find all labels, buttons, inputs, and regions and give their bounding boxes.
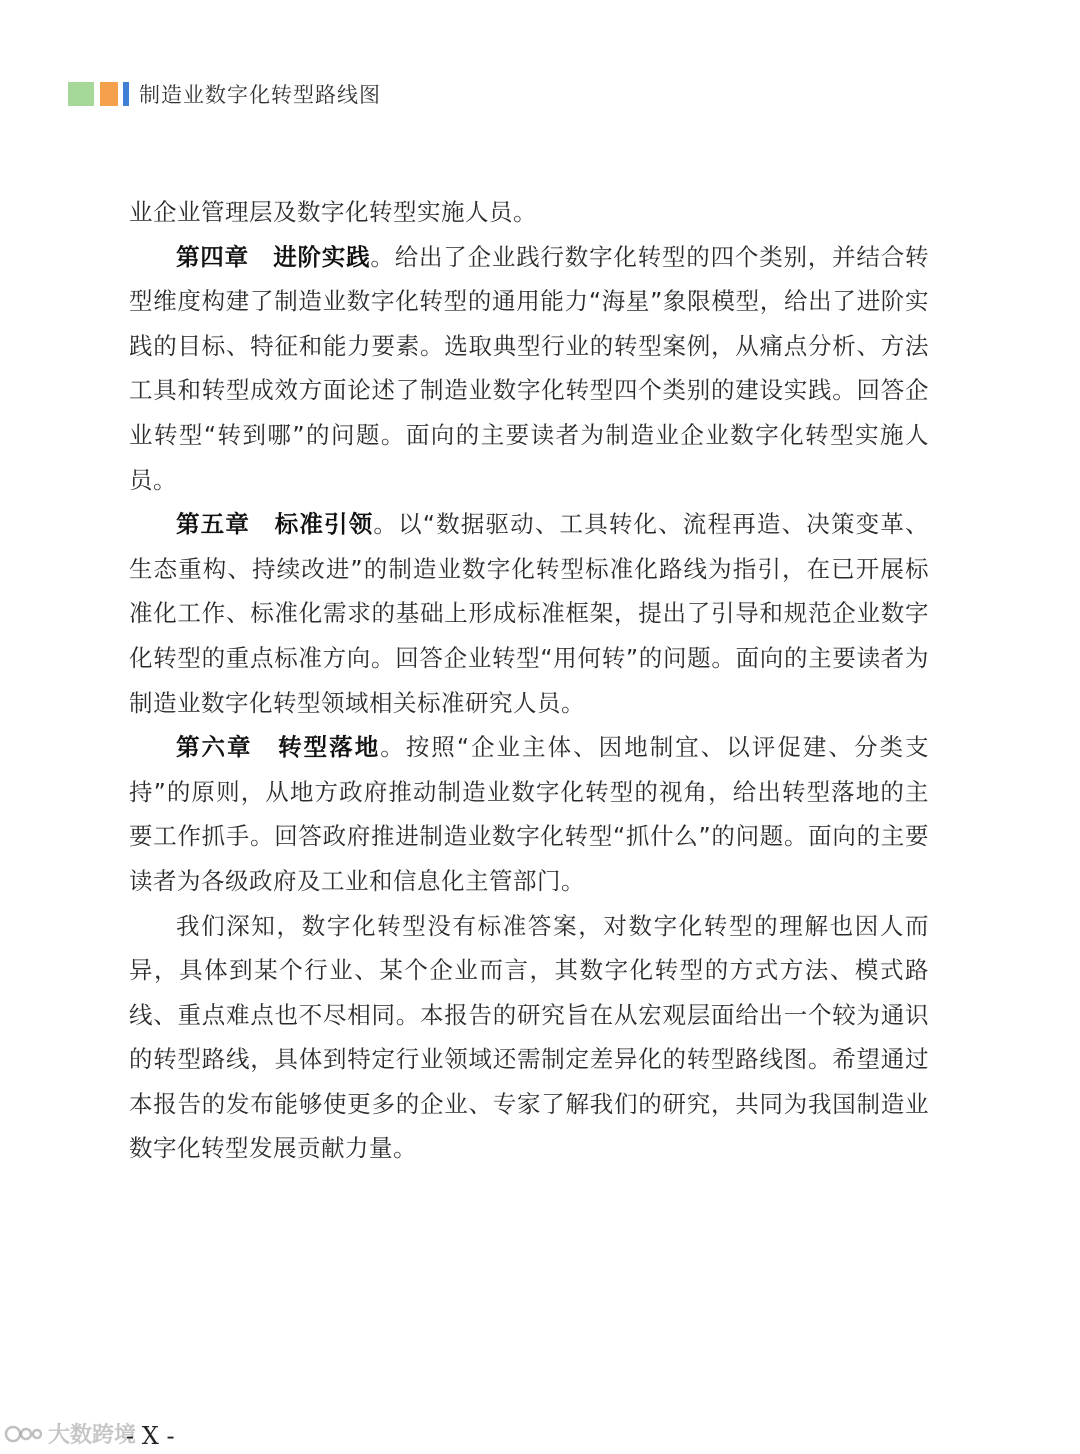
paragraph-text: 。按照“企业主体、因地制宜、以评促建、分类支持”的原则，从地方政府推动制造业数字化转型的视角，给出转型落地的主要工作抓手。回答政府推进制造业数字化转型“抓什么”的问题。面向的主要读者为各级政府及工业和信息化主管部门。 bbox=[129, 733, 929, 895]
paragraph-text: 。给出了企业践行数字化转型的四个类别，并结合转型维度构建了制造业数字化转型的通用能力“海星”象限模型，给出了进阶实践的目标、特征和能力要素。选取典型行业的转型案例，从痛点分析、方法工具和转型成效方面论述了制造业数字化转型四个类别的建设实践。回答企业转型“转到哪”的问题。面向的主要读者为制造业企业数字化转型实施人员。 bbox=[129, 242, 930, 494]
watermark-logo-icon bbox=[4, 1422, 44, 1446]
paragraph-text: 业企业管理层及数字化转型实施人员。 bbox=[129, 198, 537, 226]
paragraph-text: 。以“数据驱动、工具转化、流程再造、决策变革、生态重构、持续改进”的制造业数字化转型标准化路线为指引，在已开展标准化工作、标准化需求的基础上形成标准框架，提出了引导和规范企业数字化转型的重点标准方向。回答企业转型“用何转”的问题。面向的主要读者为制造业数字化转型领域相关标准研究人员。 bbox=[129, 510, 929, 717]
paragraph-chapter-4 bbox=[129, 235, 929, 503]
page-number: - X - bbox=[126, 1422, 175, 1450]
paragraph-text: 我们深知，数字化转型没有标准答案，对数字化转型的理解也因人而异，具体到某个行业、某个企业而言，其数字化转型的方式方法、模式路线、重点难点也不尽相同。本报告的研究旨在从宏观层面给出一个较为通识的转型路线，具体到特定行业领域还需制定差异化的转型路线图。希望通过本报告的发布能够使更多的企业、专家了解我们的研究，共同为我国制造业数字化转型发展贡献力量。 bbox=[129, 911, 929, 1163]
watermark bbox=[4, 1418, 136, 1449]
chapter-6-title: 第六章 转型落地 bbox=[176, 733, 381, 762]
header-blue-bar bbox=[123, 82, 129, 106]
running-header bbox=[68, 78, 381, 110]
paragraph-closing bbox=[129, 904, 929, 1172]
header-orange-block bbox=[100, 82, 118, 106]
paragraph-chapter-5 bbox=[129, 502, 929, 725]
paragraph-continuation bbox=[129, 190, 929, 235]
header-green-block bbox=[68, 82, 94, 106]
paragraph-chapter-6 bbox=[129, 725, 929, 903]
chapter-5-title: 第五章 标准引领 bbox=[176, 510, 374, 539]
header-title: 制造业数字化转型路线图 bbox=[139, 83, 381, 107]
chapter-4-title: 第四章 进阶实践 bbox=[176, 242, 371, 271]
body-text bbox=[129, 190, 929, 1171]
watermark-text: 大数跨境 bbox=[48, 1423, 137, 1448]
